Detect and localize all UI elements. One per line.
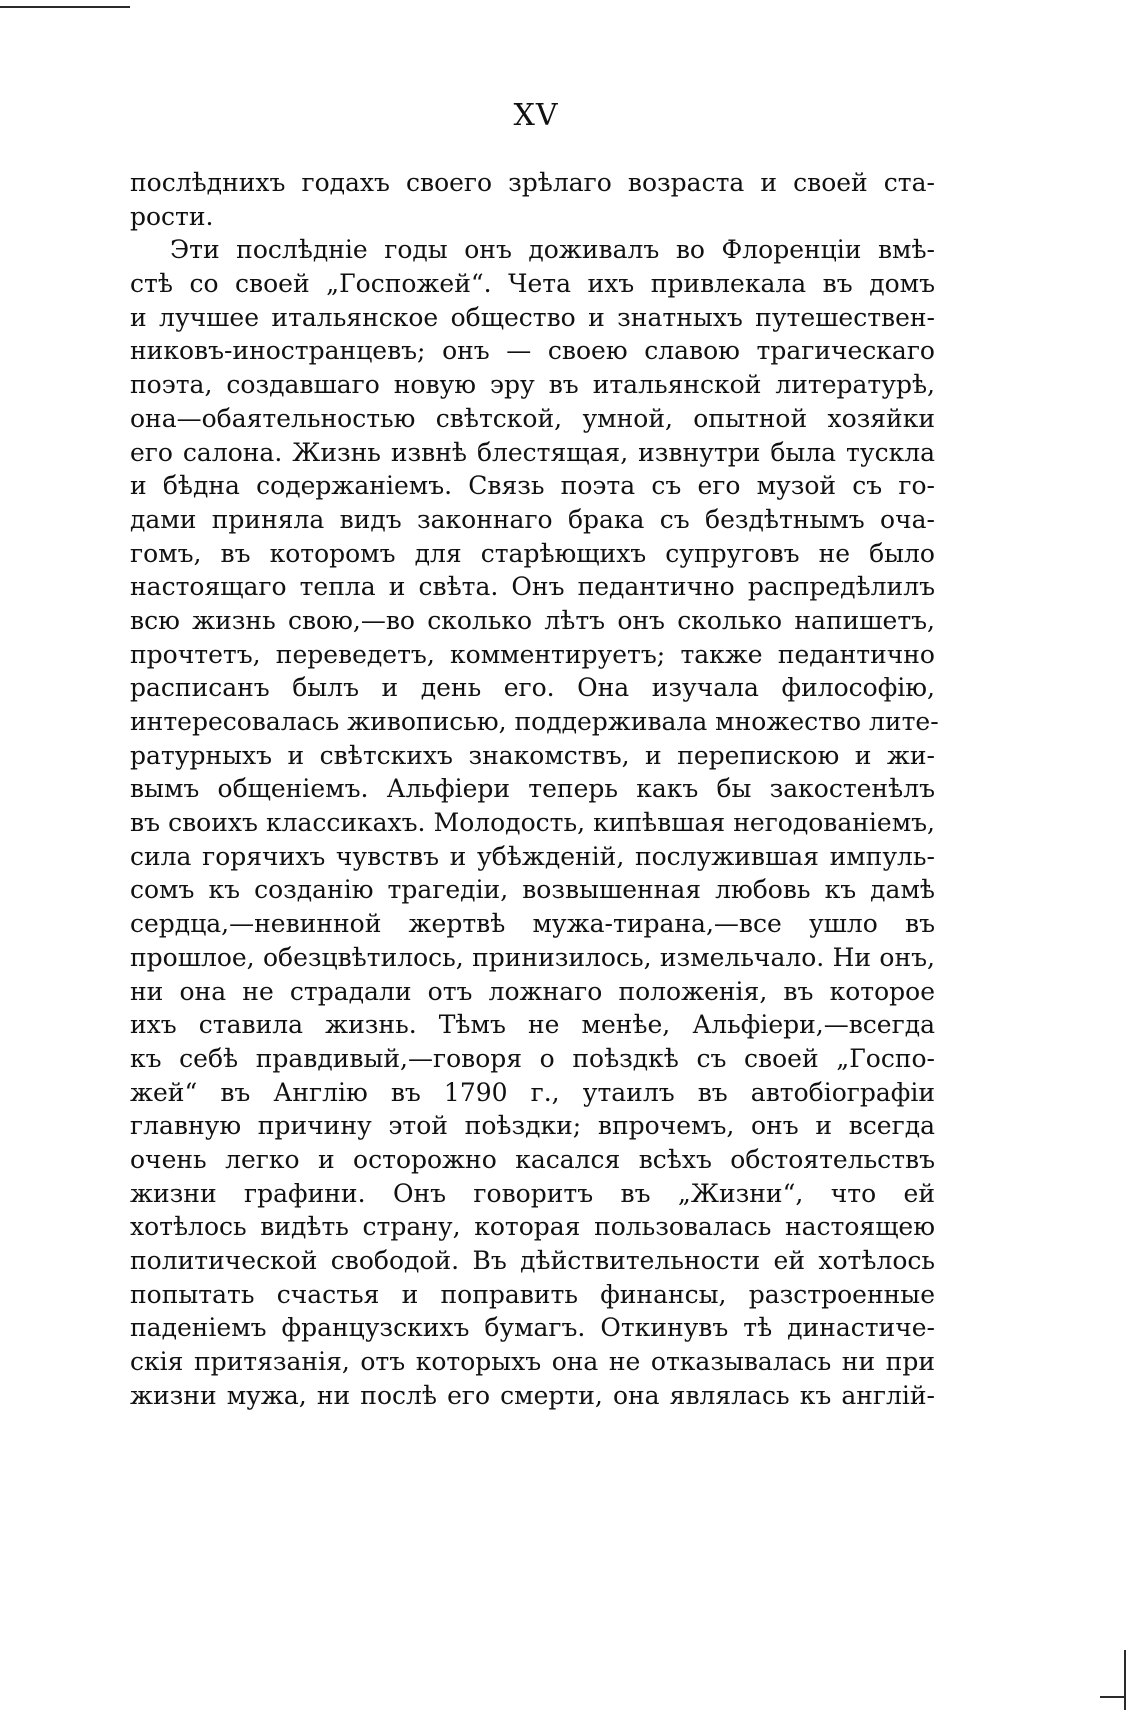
text-line: всю жизнь свою,—во сколько лѣтъ онъ сколько напишетъ, xyxy=(130,605,935,635)
text-line: скія притязанія, отъ которыхъ она не отказывалась ни при xyxy=(130,1347,935,1377)
text-line: сомъ къ созданію трагедіи, возвышенная любовь къ дамѣ xyxy=(130,875,935,905)
text-line: прочтетъ, переведетъ, комментируетъ; также педантично xyxy=(130,639,935,669)
text-line: гомъ, въ которомъ для старѣющихъ супруговъ не было xyxy=(130,538,935,568)
text-line: настоящаго тепла и свѣта. Онъ педантично распредѣлилъ xyxy=(130,572,935,602)
scan-edge-mark-top xyxy=(0,6,130,8)
text-line: стѣ со своей „Госпожей“. Чета ихъ привлекала въ домъ xyxy=(130,269,935,299)
text-line: расписанъ былъ и день его. Она изучала философію, xyxy=(130,673,935,703)
text-line: жизни мужа, ни послѣ его смерти, она являлась къ англій- xyxy=(130,1380,935,1410)
text-line: сила горячихъ чувствъ и убѣжденій, послужившая импуль- xyxy=(130,841,935,871)
body-text xyxy=(130,166,939,1412)
text-line: ни она не страдали отъ ложнаго положенія, въ которое xyxy=(130,976,935,1006)
text-line: его салона. Жизнь извнѣ блестящая, извнутри была тускла xyxy=(130,437,935,467)
text-line: политической свободой. Въ дѣйствительности ей хотѣлось xyxy=(130,1246,935,1275)
text-line: рости. xyxy=(130,201,214,231)
text-line: жей“ въ Англію въ 1790 г., утаилъ въ автобіографіи xyxy=(130,1077,935,1107)
scan-edge-mark-corner xyxy=(1100,1696,1126,1698)
text-line: хотѣлось видѣть страну, которая пользовалась настоящею xyxy=(130,1212,935,1242)
text-line: поэта, создавшаго новую эру въ итальянской литературѣ, xyxy=(130,370,935,400)
text-line: прошлое, обезцвѣтилось, принизилось, измельчало. Ни онъ, xyxy=(130,942,935,972)
text-line: въ своихъ классикахъ. Молодость, кипѣвшая негодованіемъ, xyxy=(130,808,935,838)
text-line: попытать счастья и поправить финансы, разстроенные xyxy=(130,1279,935,1309)
text-line: и бѣдна содержаніемъ. Связь поэта съ его музой съ го- xyxy=(130,471,935,501)
text-line: очень легко и осторожно касался всѣхъ обстоятельствъ xyxy=(130,1144,935,1174)
text-line: сердца,—невинной жертвѣ мужа-тирана,—все ушло въ xyxy=(130,909,935,939)
text-line: жизни графини. Онъ говоритъ въ „Жизни“, что ей xyxy=(130,1178,935,1208)
text-line: и лучшее итальянское общество и знатныхъ путешествен- xyxy=(130,302,935,332)
text-line: интересовалась живописью, поддерживала множество лите- xyxy=(130,707,939,736)
text-line: Эти послѣдніе годы онъ доживалъ во Флоренціи вмѣ- xyxy=(170,235,935,265)
text-line: ратурныхъ и свѣтскихъ знакомствъ, и перепискою и жи- xyxy=(130,740,935,770)
text-line: къ себѣ правдивый,—говоря о поѣздкѣ съ своей „Госпо- xyxy=(130,1043,935,1073)
text-line: она—обаятельностью свѣтской, умной, опытной хозяйки xyxy=(130,403,935,433)
text-line: послѣднихъ годахъ своего зрѣлаго возраста и своей ста- xyxy=(130,168,935,197)
text-line: ихъ ставила жизнь. Тѣмъ не менѣе, Альфіери,—всегда xyxy=(130,1010,935,1040)
text-line: паденіемъ французскихъ бумагъ. Откинувъ тѣ династиче- xyxy=(130,1313,935,1343)
page-number: XV xyxy=(513,98,559,133)
text-line: вымъ общеніемъ. Альфіери теперь какъ бы закостенѣлъ xyxy=(130,774,935,804)
text-line: главную причину этой поѣздки; впрочемъ, онъ и всегда xyxy=(130,1111,935,1141)
text-line: дами приняла видъ законнаго брака съ бездѣтнымъ оча- xyxy=(130,504,935,534)
text-line: никовъ-иностранцевъ; онъ — своею славою трагическаго xyxy=(130,336,935,366)
scan-edge-mark-right xyxy=(1124,1650,1126,1710)
